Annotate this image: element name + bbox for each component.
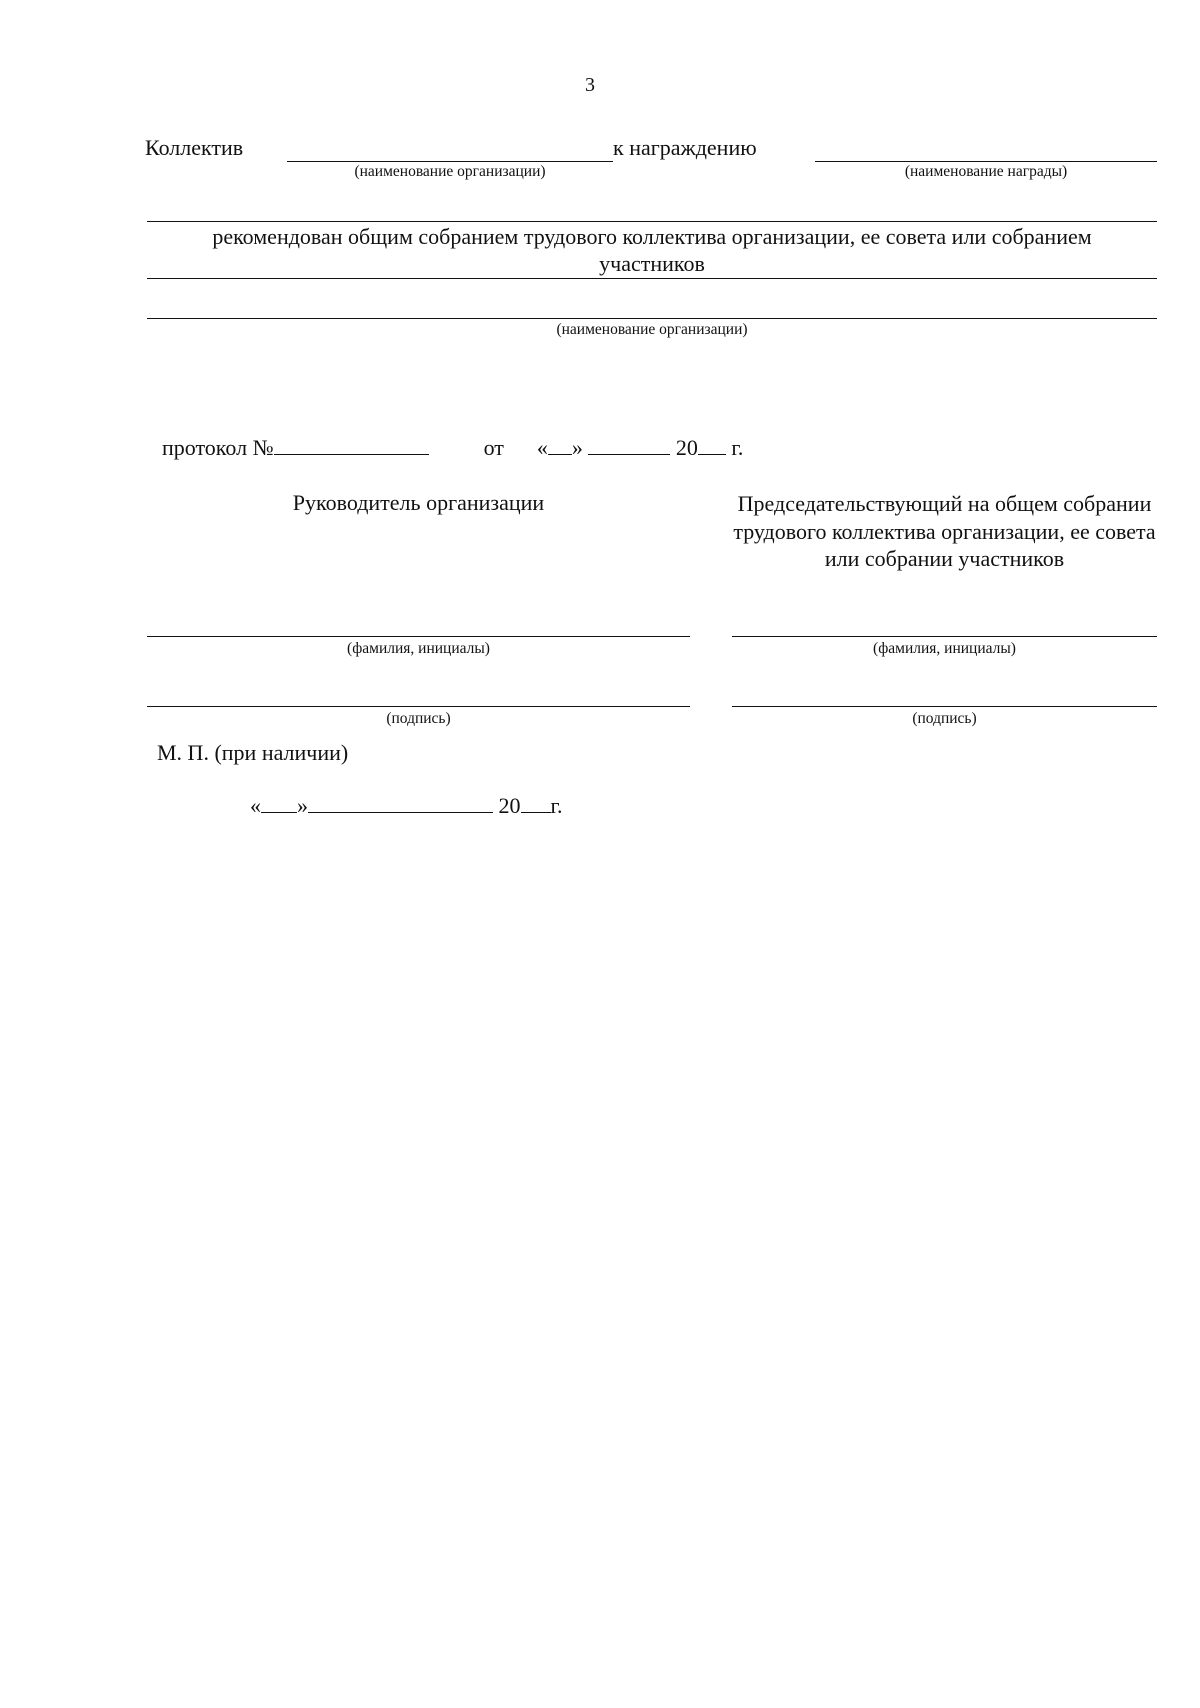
chairperson-title: Председательствующий на общем собрании трудового коллектива организации, ее совета или собрании участников — [733, 491, 1156, 571]
protocol-quote-open: « — [536, 435, 548, 460]
head-signature-caption: (подпись) — [386, 710, 451, 727]
date-year-blank[interactable] — [521, 792, 551, 813]
award-label: к награждению — [613, 135, 757, 160]
protocol-quote-close: » — [571, 435, 583, 460]
date-row — [250, 792, 563, 819]
date-year-prefix: 20 — [498, 793, 521, 818]
protocol-day-blank[interactable] — [548, 434, 572, 455]
protocol-year-suffix: г. — [731, 435, 744, 460]
protocol-month-blank[interactable] — [588, 434, 670, 455]
organization-name-blank[interactable] — [287, 161, 613, 162]
recommendation-text-line1: рекомендован общим собранием трудового коллектива организации, ее совета или собранием — [212, 224, 1092, 249]
protocol-year-blank[interactable] — [698, 434, 726, 455]
date-year-suffix: г. — [550, 793, 563, 818]
protocol-year-prefix: 20 — [675, 435, 698, 460]
recommending-organization-blank[interactable] — [147, 318, 1157, 319]
recommendation-top-line[interactable] — [147, 221, 1157, 222]
award-name-blank[interactable] — [815, 161, 1157, 162]
award-caption: (наименование награды) — [904, 163, 1068, 180]
head-of-organization-title: Руководитель организации — [292, 490, 545, 515]
recommendation-text-line2: участников — [599, 251, 705, 276]
protocol-label: протокол № — [162, 435, 274, 460]
date-quote-open: « — [250, 793, 261, 818]
chairperson-name-blank[interactable] — [732, 636, 1157, 637]
head-name-blank[interactable] — [147, 636, 690, 637]
date-quote-close: » — [297, 793, 308, 818]
protocol-from-label: от — [483, 435, 504, 460]
date-day-blank[interactable] — [261, 792, 297, 813]
stamp-place-label: М. П. (при наличии) — [157, 740, 349, 765]
chairperson-signature-blank[interactable] — [732, 706, 1157, 707]
recommending-organization-caption: (наименование организации) — [556, 321, 748, 338]
protocol-row — [162, 434, 743, 461]
date-month-blank[interactable] — [308, 792, 493, 813]
head-signature-blank[interactable] — [147, 706, 690, 707]
collective-label: Коллектив — [145, 135, 244, 160]
page-number: 3 — [585, 74, 595, 96]
head-name-caption: (фамилия, инициалы) — [347, 640, 490, 657]
chairperson-name-caption: (фамилия, инициалы) — [873, 640, 1016, 657]
organization-caption: (наименование организации) — [354, 163, 546, 180]
protocol-number-blank[interactable] — [274, 434, 429, 455]
chairperson-signature-caption: (подпись) — [912, 710, 977, 727]
recommendation-middle-line[interactable] — [147, 278, 1157, 279]
